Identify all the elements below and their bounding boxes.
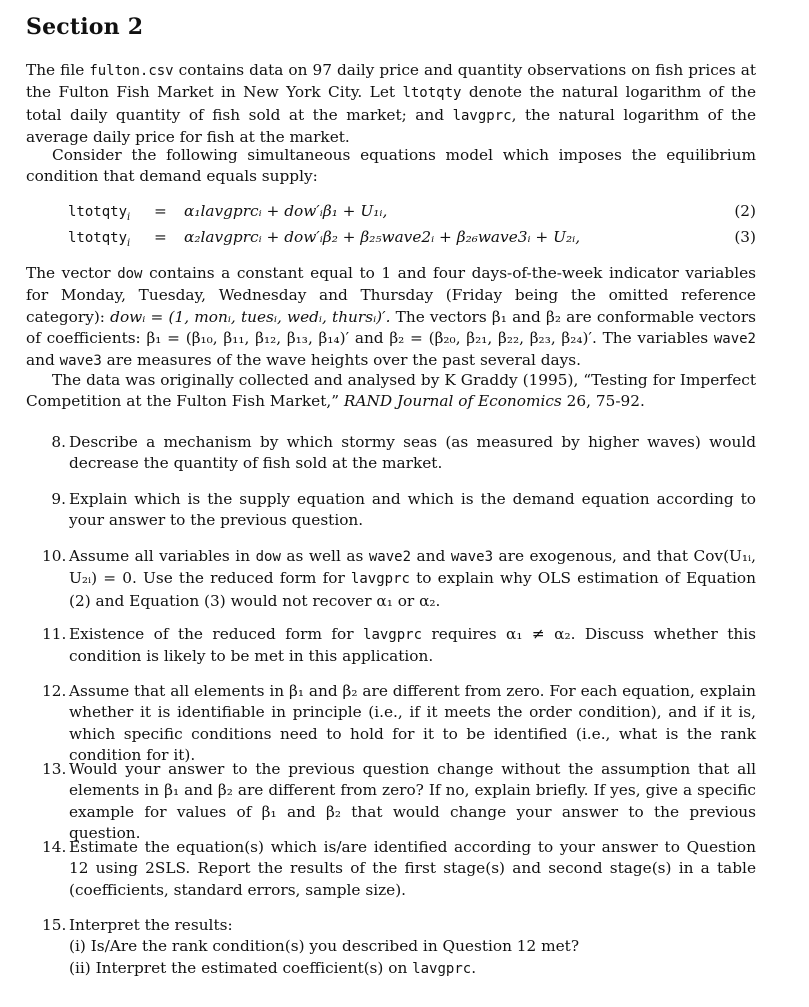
question-line: Interpret the results: xyxy=(69,916,233,934)
file-name: fulton.csv xyxy=(89,63,174,79)
question-number: 8. xyxy=(51,433,66,451)
eq-lhs-sub: i xyxy=(127,212,131,224)
vector-text: The vectors β₁ and β₂ are conformable vectors of coefficients: β₁ = (β₁₀, β₁₁, β₁₂, β₁₃, β₁₄)′ and β₂ = (β₂₀, β₂₁, β₂₂, β₂₃, β₂₄)′. The variables xyxy=(26,307,756,347)
equation-rhs: α₁lavgprcᵢ + dow′ᵢβ₁ + U₁ᵢ, xyxy=(184,202,388,220)
equation-relation: = xyxy=(154,228,167,246)
question-text-part: to explain why OLS estimation of Equation (2) and Equation (3) would not recover α₁ or α₂. xyxy=(69,569,756,610)
question-text-part: as well as xyxy=(280,547,369,565)
question-text xyxy=(69,624,756,668)
equation-lhs xyxy=(68,202,130,223)
question-number: 9. xyxy=(51,490,66,508)
dow-definition: dowᵢ = (1, monᵢ, tuesᵢ, wedᵢ, thursᵢ)′. xyxy=(110,307,391,326)
var-lavgprc: lavgprc xyxy=(452,107,512,124)
question-text-part: are exogenous, and that Cov(U₁ᵢ, U₂ᵢ) = 0. Use the reduced form for xyxy=(69,547,757,588)
question-text-part: . xyxy=(471,958,477,977)
model-intro-paragraph: Consider the following simultaneous equations model which imposes the equilibrium condition that demand equals supply: xyxy=(26,146,756,186)
source-text: 26, 75-92. xyxy=(561,392,645,411)
question-text: Assume that all elements in β₁ and β₂ are different from zero. For each equation, explain whether it is identifiable in principle (i.e., if it meets the order condition), and if it is, which specific conditions need to hold for it to be identified (i.e., what is the rank condition for it). xyxy=(69,682,756,764)
var-dow: dow xyxy=(255,549,281,565)
question-number: 15. xyxy=(42,916,67,934)
equation-2 xyxy=(68,202,756,224)
question-text xyxy=(69,546,756,612)
var-lavgprc: lavgprc xyxy=(350,571,410,588)
question-number: 12. xyxy=(42,682,67,700)
question-text: Describe a mechanism by which stormy seas (as measured by higher waves) would decrease the quantity of fish sold at the market. xyxy=(69,433,756,473)
vector-text: The vector xyxy=(26,264,118,282)
equation-lhs xyxy=(68,228,130,249)
question-text-part: Assume all variables in xyxy=(69,547,256,565)
var-lavgprc: lavgprc xyxy=(412,960,472,977)
intro-text: , the natural logarithm of the average daily price for fish at the market. xyxy=(26,105,757,146)
vector-text: are measures of the wave heights over the past several days. xyxy=(101,351,581,370)
intro-paragraph xyxy=(26,60,756,148)
question-line xyxy=(69,958,756,980)
question-text: Would your answer to the previous question change without the assumption that all elements in β₁ and β₂ are different from zero? If no, explain briefly. If yes, give a specific example for values of β₁ and β₂ that would change your answer to the previous question. xyxy=(69,760,756,842)
question-text-part: requires α₁ ≠ α₂. Discuss whether this condition is likely to be met in this application. xyxy=(69,625,756,666)
eq-lhs-var: ltotqty xyxy=(68,204,128,220)
question-number: 13. xyxy=(42,760,67,778)
question-number: 10. xyxy=(42,547,67,565)
question-line: (i) Is/Are the rank condition(s) you described in Question 12 met? xyxy=(69,937,580,956)
var-dow: dow xyxy=(117,266,143,282)
equation-rhs: α₂lavgprcᵢ + dow′ᵢβ₂ + β₂₅wave2ᵢ + β₂₆wave3ᵢ + U₂ᵢ, xyxy=(184,228,581,246)
intro-text: denote the natural logarithm of the total daily quantity of fish sold at the market; and xyxy=(26,83,756,124)
question-text: Estimate the equation(s) which is/are identified according to your answer to Question 12 using 2SLS. Report the results of the first stage(s) and second stage(s) in a table (coefficients, standard errors, sample size). xyxy=(69,838,756,899)
eq-lhs-var: ltotqty xyxy=(68,230,128,246)
var-wave2: wave2 xyxy=(713,330,756,347)
section-title: Section 2 xyxy=(26,14,144,40)
question-number: 11. xyxy=(42,625,67,643)
question-number: 14. xyxy=(42,838,67,856)
vector-text: contains a constant equal to 1 and four days-of-the-week indicator variables for Monday, Tuesday, Wednesday and Thursday (Friday being the omitted reference category): xyxy=(26,264,757,326)
source-text: The data was originally collected and analysed by K Graddy (1995), “Testing for Imperfect Competition at the Fulton Fish Market,” xyxy=(26,371,756,411)
var-ltotqty: ltotqty xyxy=(402,85,462,102)
equation-number: (2) xyxy=(734,202,756,220)
var-wave3: wave3 xyxy=(450,549,494,565)
equation-number: (3) xyxy=(734,228,756,246)
equation-relation: = xyxy=(154,202,167,220)
journal-name: RAND Journal of Economics xyxy=(343,392,562,411)
vector-paragraph xyxy=(26,263,756,372)
question-text-part: Existence of the reduced form for xyxy=(69,625,364,643)
intro-text: The file xyxy=(26,61,90,79)
source-paragraph xyxy=(26,370,756,413)
question-text: Explain which is the supply equation and which is the demand equation according to your answer to the previous question. xyxy=(69,490,756,530)
question-text-part: (ii) Interpret the estimated coefficient(s) on xyxy=(69,958,413,977)
var-wave3: wave3 xyxy=(59,353,102,370)
vector-text: and xyxy=(26,351,60,370)
eq-lhs-sub: i xyxy=(127,238,131,250)
var-wave2: wave2 xyxy=(368,549,412,565)
intro-text: contains data on 97 daily price and quantity observations on fish prices at the Fulton Fish Market in New York City. Let xyxy=(26,61,757,102)
question-text xyxy=(69,915,756,980)
var-lavgprc: lavgprc xyxy=(363,627,423,643)
equation-3 xyxy=(68,228,756,250)
question-text-part: and xyxy=(411,547,451,565)
